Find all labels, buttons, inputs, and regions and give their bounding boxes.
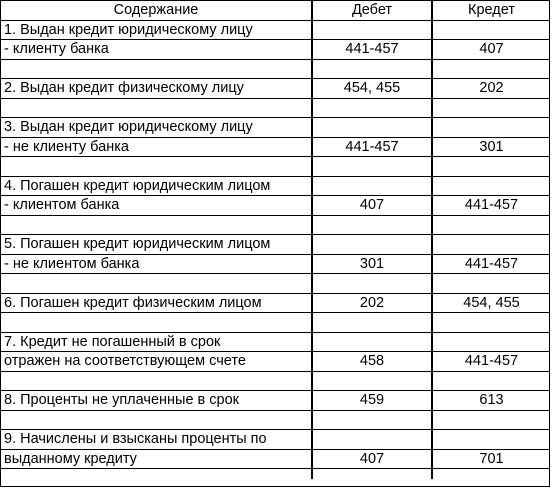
row-credit [432,215,550,235]
row-credit [432,371,550,391]
row-description: 9. Начислены и взысканы проценты по [1,430,312,450]
row-debit: 458 [312,352,432,372]
row-debit [312,59,432,79]
row-debit [312,430,432,450]
row-credit: 613 [432,391,550,411]
row-description: 3. Выдан кредит юридическому лицу [1,118,312,138]
row-debit: 301 [312,254,432,274]
row-description: - не клиенту банка [1,137,312,157]
row-credit [432,157,550,177]
row-description [1,98,312,118]
table-row [1,79,550,99]
spacer-row [1,410,550,430]
row-debit: 407 [312,196,432,216]
row-description [1,157,312,177]
spacer-row [1,157,550,177]
spacer-row [1,215,550,235]
row-debit: 459 [312,391,432,411]
row-credit: 202 [432,79,550,99]
row-credit [432,430,550,450]
row-credit [432,98,550,118]
row-description: 2. Выдан кредит физическому лицу [1,79,312,99]
row-description: 8. Проценты не уплаченные в срок [1,391,312,411]
table-row [1,449,550,469]
row-credit: 701 [432,449,550,469]
row-debit [312,313,432,333]
table-row [1,332,550,352]
row-debit: 407 [312,449,432,469]
row-debit [312,371,432,391]
row-credit [432,118,550,138]
row-debit [312,235,432,255]
row-credit [432,274,550,294]
row-debit [312,176,432,196]
header-row [1,1,550,20]
row-debit [312,157,432,177]
row-description [1,371,312,391]
row-description [1,215,312,235]
row-debit [312,215,432,235]
header-debit: Дебет [312,1,432,20]
row-description: 6. Погашен кредит физическим лицом [1,293,312,313]
table-row [1,20,550,40]
row-debit [312,274,432,294]
row-debit [312,98,432,118]
row-credit [432,332,550,352]
entries-table [1,1,550,479]
table-row [1,118,550,138]
row-description: 1. Выдан кредит юридическому лицу [1,20,312,40]
spacer-row [1,59,550,79]
header-description: Содержание [1,1,312,20]
row-credit: 407 [432,40,550,60]
row-description [1,274,312,294]
spacer-row [1,371,550,391]
row-description [1,313,312,333]
row-description: - не клиентом банка [1,254,312,274]
row-credit [432,235,550,255]
row-credit [432,59,550,79]
row-debit: 441-457 [312,137,432,157]
row-description: - клиенту банка [1,40,312,60]
row-credit: 441-457 [432,352,550,372]
row-debit: 202 [312,293,432,313]
table-row [1,254,550,274]
row-description: отражен на соответствующем счете [1,352,312,372]
spacer-row [1,98,550,118]
row-debit [312,410,432,430]
row-credit [432,313,550,333]
row-description: 5. Погашен кредит юридическим лицом [1,235,312,255]
row-credit: 301 [432,137,550,157]
table-row [1,137,550,157]
row-credit: 441-457 [432,196,550,216]
table-row [1,40,550,60]
row-credit: 454, 455 [432,293,550,313]
spacer-row [1,313,550,333]
row-description: выданному кредиту [1,449,312,469]
table-row [1,391,550,411]
table-row [1,196,550,216]
row-debit [312,332,432,352]
table-row [1,235,550,255]
row-debit: 441-457 [312,40,432,60]
table-row [1,293,550,313]
row-description: 7. Кредит не погашенный в срок [1,332,312,352]
row-credit [432,20,550,40]
table-row [1,430,550,450]
table-row [1,176,550,196]
bottom-spacer-row [1,469,550,480]
row-description [1,410,312,430]
row-description: 4. Погашен кредит юридическим лицом [1,176,312,196]
spacer-row [1,274,550,294]
row-debit [312,118,432,138]
row-credit [432,176,550,196]
entries-body [1,20,550,479]
row-debit: 454, 455 [312,79,432,99]
row-debit [312,20,432,40]
row-credit [432,410,550,430]
row-description [1,59,312,79]
row-description: - клиентом банка [1,196,312,216]
row-credit: 441-457 [432,254,550,274]
table-row [1,352,550,372]
header-credit: Кредет [468,2,515,18]
